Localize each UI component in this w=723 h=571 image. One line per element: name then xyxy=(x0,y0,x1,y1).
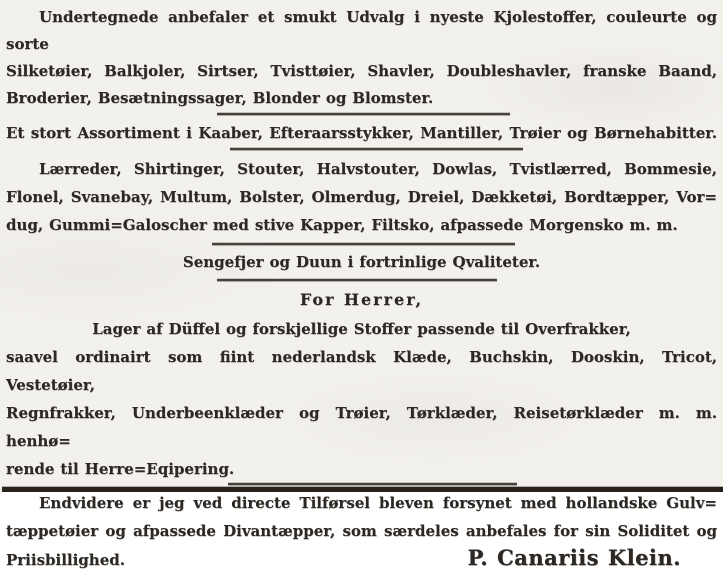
text-line: Lager af Düffel og forskjellige Stoffer passende til Overfrakker, xyxy=(92,320,631,338)
text-line: rende til Herre=Eqipering. xyxy=(6,460,235,478)
section-divider xyxy=(217,279,497,281)
paragraph-linens xyxy=(6,155,717,239)
text-line: Endvidere er jeg ved directe Tilførsel bleven forsynet med hollandske Gulv= xyxy=(39,494,717,512)
text-line: Flonel, Svanebay, Multum, Bolster, Olmerdug, Dreiel, Dækketøi, Bordtæpper, Vor= xyxy=(6,188,717,206)
text-line: Undertegnede anbefaler et smukt Udvalg i nyeste Kjolestoffer, couleurte og sorte xyxy=(6,8,717,53)
text-line: Lærreder, Shirtinger, Stouter, Halvstouter, Dowlas, Tvistlærred, Bommesie, xyxy=(39,160,717,178)
section-heading-for-herrer: For Herrer, xyxy=(299,290,424,309)
text-line: Priisbillighed. xyxy=(6,551,125,569)
paragraph-assortment: Et stort Assortiment i Kaaber, Efteraarsstykker, Mantiller, Trøier og Børnehabitter. xyxy=(6,124,717,142)
text-line: saavel ordinairt som fiint nederlandsk Klæde, Buchskin, Dooskin, Tricot, Vestetøier, xyxy=(6,348,717,394)
text-line: Broderier, Besætningssager, Blonder og Blomster. xyxy=(6,89,434,107)
section-divider xyxy=(228,483,517,485)
paragraph-mens-goods xyxy=(6,315,717,483)
bottom-border-rule xyxy=(2,487,723,492)
signature: P. Canariis Klein. xyxy=(467,545,681,570)
section-divider xyxy=(212,243,515,245)
text-line: tæppetøier og afpassede Divantæpper, som særdeles anbefales for sin Soliditet og xyxy=(6,522,717,540)
text-line: dug, Gummi=Galoscher med stive Kapper, Filtsko, afpassede Morgensko m. m. xyxy=(6,216,678,234)
text-line: Silketøier, Balkjoler, Sirtser, Tvisttøier, Shavler, Doubleshavler, franske Baand, xyxy=(6,62,717,80)
section-divider xyxy=(217,113,510,115)
section-divider xyxy=(230,148,523,150)
closing-row xyxy=(6,545,717,571)
paragraph-feathers: Sengefjer og Duun i fortrinlige Qvaliteter. xyxy=(182,253,541,271)
paragraph-carpets-closing xyxy=(6,489,717,571)
text-line: Regnfrakker, Underbeenklæder og Trøier, Tørklæder, Reisetørklæder m. m. henhø= xyxy=(6,404,717,450)
paragraph-ladies-fabrics xyxy=(6,4,717,112)
